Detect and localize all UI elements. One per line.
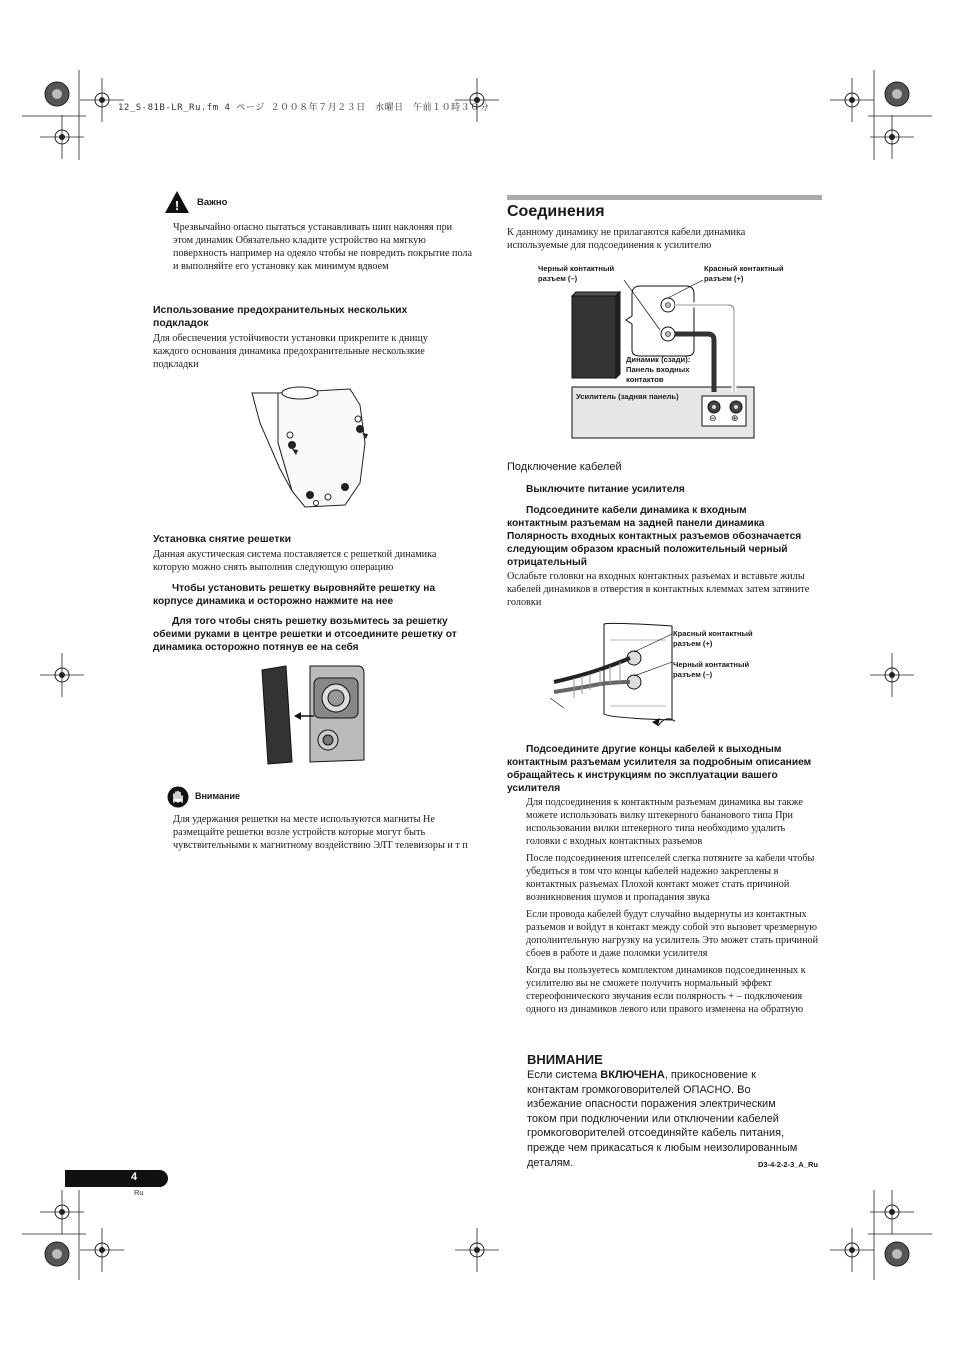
label-red-terminal-2: Красный контактный разъем (+) bbox=[673, 629, 753, 648]
caution-title: Внимание bbox=[195, 791, 240, 801]
pads-heading: Использование предохранительных нескольких подкладок bbox=[153, 304, 408, 329]
page-tab bbox=[65, 1170, 168, 1187]
grille-text: Данная акустическая система поставляется с решеткой динамика которую можно снять выполнив следующую операцию bbox=[153, 549, 437, 573]
file-info: 12_S-81B-LR_Ru.fm 4 ページ ２００８年７月２３日 水曜日 午前１０時３０分 bbox=[118, 103, 490, 113]
grille-heading: Установка снятие решетки bbox=[153, 533, 292, 545]
note-3: Если провода кабелей будут случайно выдернуты из контактных разъемов и войдут в контакт между собой это вызовет чрезмерную дополнительную нагрузку на усилитель Это может стать причиной сбоев в работе и даже поломки усилителя bbox=[526, 909, 819, 959]
warning-code: D3-4-2-2-3_A_Ru bbox=[758, 1160, 819, 1169]
grille-step1: Чтобы установить решетку выровняйте решетку на корпусе динамика и осторожно нажмите на нее bbox=[153, 583, 436, 607]
cables-step2-text: Ослабьте головки на входных контактных разъемах и вставьте жилы кабелей динамиков в отверстия в контактных клеммах затем затяните головки bbox=[507, 571, 810, 608]
cables-step1: Выключите питание усилителя bbox=[526, 484, 685, 495]
cables-step3: Подсоедините другие концы кабелей к выходным контактным разъемам усилителя за подробным описанием обращайтесь к инструкциям по эксплуатации вашего усилителя bbox=[507, 744, 812, 794]
caution-text: Для удержания решетки на месте используются магниты Не размещайте решетки возле устройств которые могут быть чувствительными к магнитному воздействию ЭЛТ телевизоры и т п bbox=[173, 814, 468, 851]
label-amplifier: Усилитель (задняя панель) bbox=[576, 392, 679, 401]
grille-step2: Для того чтобы снять решетку возьмитесь за решетку обеими руками в центре решетки и отсоедините решетку от динамика осторожно потянув ее на себя bbox=[153, 616, 457, 653]
section-title: Соединения bbox=[507, 203, 605, 220]
important-title: Важно bbox=[197, 197, 228, 208]
important-text: Чрезвычайно опасно пытаться устанавливать шип наклоняя при этом динамик Обязательно кладите устройство на мягкую поверхность например на одеяло чтобы не повредить покрытие пола и выполняйте его установку как минимум вдвоем bbox=[173, 222, 473, 272]
warning-text bbox=[527, 1068, 807, 1170]
page-number: 4 bbox=[131, 1171, 138, 1183]
minus-symbol: ⊖ bbox=[709, 413, 717, 423]
warning-line1c: , прикосновение к bbox=[664, 1069, 756, 1081]
note-1: Для подсоединения к контактным разъемам динамика вы также можете использовать вилку штекерного бананового типа При использовании вилки штекерного типа необходимо удалить головки с входных контактных разъемов bbox=[526, 797, 803, 847]
warning-title: ВНИМАНИЕ bbox=[527, 1052, 603, 1067]
cables-notes bbox=[526, 796, 822, 1020]
label-black-terminal: Черный контактный разъем (–) bbox=[538, 264, 615, 283]
cables-step2: Подсоедините кабели динамика к входным контактным разъемам на задней панели динамика Полярность входных контактных разъемов обозначается следующим образом красный положительный черный отрицательный bbox=[507, 505, 802, 568]
terminal-wiring-illustration bbox=[550, 618, 675, 736]
warning-triangle-icon bbox=[164, 190, 190, 214]
section-rule bbox=[507, 195, 822, 200]
note-2: После подсоединения штепселей слегка потяните за кабели чтобы убедиться в том что концы кабелей надежно закреплены в контактных разъемах Плохой контакт может стать причиной возникновения шумов и пропадания звука bbox=[526, 853, 815, 903]
warning-line1a: Если система bbox=[527, 1069, 601, 1081]
page-lang: Ru bbox=[134, 1188, 144, 1197]
warning-line1b: ВКЛЮЧЕНА bbox=[600, 1069, 665, 1081]
speaker-bottom-illustration bbox=[250, 383, 380, 513]
label-speaker-panel: Динамик (сзади): Панель входных контактов bbox=[626, 355, 691, 384]
pads-text: Для обеспечения устойчивости установки прикрепите к днищу каждого основания динамика предохранительные нескользкие подкладки bbox=[153, 333, 428, 370]
hand-caution-icon bbox=[167, 786, 189, 808]
intro-text: К данному динамику не прилагаются кабели динамика используемые для подсоединения к усилителю bbox=[507, 227, 746, 251]
cables-heading: Подключение кабелей bbox=[507, 461, 622, 473]
warning-rest: контактам громкоговорителей ОПАСНО. Во избежание опасности поражения электрическим током при подключении или отключении кабелей громкоговорителей отсоединяйте кабель питания, прежде чем прикасаться к любым неизолированным деталям. bbox=[527, 1083, 798, 1169]
label-black-terminal-2: Черный контактный разъем (–) bbox=[673, 660, 750, 679]
grille-removal-illustration bbox=[258, 664, 368, 768]
plus-symbol: ⊕ bbox=[731, 413, 739, 423]
note-4: Когда вы пользуетесь комплектом динамиков подсоединенных к усилителю вы не сможете получить нормальный эффект стереофонического звучания если полярность + – подключения одного из динамиков левого или правого изменена на обратную bbox=[526, 965, 806, 1015]
label-red-terminal: Красный контактный разъем (+) bbox=[704, 264, 784, 283]
svg-text:!: ! bbox=[174, 198, 180, 213]
